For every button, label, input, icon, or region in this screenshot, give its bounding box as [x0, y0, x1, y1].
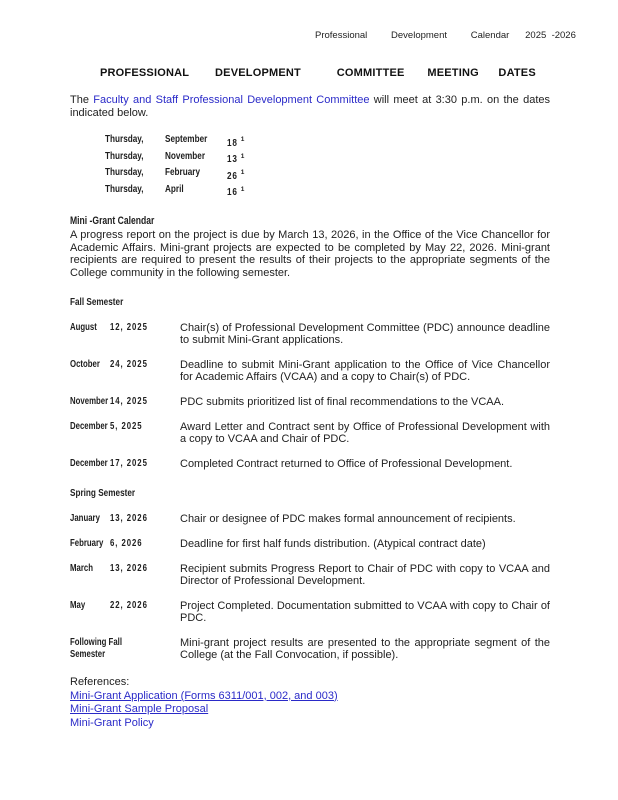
footnote-marker: 1	[240, 136, 246, 143]
meeting-day: Thursday,	[105, 166, 144, 178]
meeting-month: September	[165, 133, 208, 145]
committee-link[interactable]: Faculty and Staff Professional Development Committee	[93, 94, 370, 106]
running-header: Professional Development Calendar 2025 -2026	[315, 30, 576, 41]
calendar-month: December	[70, 458, 108, 469]
calendar-row	[70, 322, 550, 346]
calendar-row-following-fall	[70, 637, 550, 661]
meeting-date-row	[105, 166, 550, 183]
intro-prefix: The	[70, 94, 94, 106]
calendar-description: Chair(s) of Professional Development Committee (PDC) announce deadline to submit Mini-Grant applications.	[180, 322, 550, 346]
meeting-date: 16 $^1$	[227, 185, 246, 198]
meeting-day: Thursday,	[105, 182, 144, 195]
calendar-row	[70, 421, 550, 445]
calendar-description: Completed Contract returned to Office of Professional Development.	[180, 458, 513, 470]
calendar-description: PDC submits prioritized list of final recommendations to the VCAA.	[180, 396, 505, 408]
calendar-row	[70, 538, 550, 550]
intro-suffix: will meet at 3:30 p.m. on the dates indicated below.	[70, 94, 550, 119]
calendar-date: 6, 2026	[110, 538, 143, 549]
calendar-description: Project Completed. Documentation submitted to VCAA with copy to Chair of PDC.	[180, 600, 550, 624]
calendar-month: May	[70, 600, 86, 611]
footnote-marker: 1	[240, 152, 246, 160]
calendar-month: March	[70, 563, 93, 574]
calendar-description: Deadline for first half funds distribution. (Atypical contract date)	[180, 538, 486, 550]
meeting-day: Thursday,	[105, 149, 144, 162]
meeting-date-row	[105, 150, 550, 167]
calendar-month: August	[70, 322, 97, 333]
calendar-date: 14, 2025	[110, 396, 148, 407]
link-mini-grant-application[interactable]: Mini-Grant Application (Forms 6311/001, 002, and 003)	[70, 689, 338, 702]
calendar-row	[70, 396, 550, 408]
meeting-date-row	[105, 183, 550, 200]
calendar-month: Following Fall Semester	[70, 637, 123, 660]
calendar-description: Chair or designee of PDC makes formal announcement of recipients.	[180, 513, 516, 525]
calendar-month: February	[70, 538, 104, 549]
spring-semester-table	[70, 513, 550, 624]
calendar-date: 13, 2026	[110, 513, 148, 524]
calendar-row	[70, 359, 550, 383]
calendar-month: December	[70, 421, 108, 432]
meeting-date: 13 $^1$	[227, 152, 246, 165]
calendar-description: Mini-grant project results are presented to the appropriate segment of the College (at the Fall Convocation, if possible).	[180, 637, 550, 661]
meeting-dates-list	[105, 133, 550, 199]
references-section	[70, 676, 550, 730]
fall-semester-heading: Fall Semester	[70, 296, 124, 308]
calendar-month: November	[70, 396, 109, 407]
calendar-date: 17, 2025	[110, 458, 148, 469]
calendar-description: Deadline to submit Mini-Grant application to the Office of Vice Chancellor for Academic Affairs (VCAA) and a copy to Chair(s) of PDC.	[180, 359, 550, 383]
fall-semester-table	[70, 322, 550, 470]
mini-grant-heading: Mini -Grant Calendar	[70, 215, 155, 227]
calendar-date: 22, 2026	[110, 600, 148, 611]
calendar-row	[70, 513, 550, 525]
calendar-date: 5, 2025	[110, 421, 143, 432]
calendar-row	[70, 563, 550, 587]
meeting-month: April	[165, 182, 184, 195]
calendar-description: Recipient submits Progress Report to Chair of PDC with copy to VCAA and Director of Professional Development.	[180, 563, 550, 587]
meeting-date: 26 $^1$	[227, 169, 246, 182]
calendar-month: October	[70, 359, 100, 370]
calendar-date: 12, 2025	[110, 322, 148, 333]
meeting-date: 18 $^1$	[227, 136, 246, 149]
meeting-month: November	[165, 149, 206, 162]
link-mini-grant-policy[interactable]: Mini-Grant Policy	[70, 716, 154, 729]
calendar-date: 24, 2025	[110, 359, 148, 370]
calendar-description: Award Letter and Contract sent by Office of Professional Development with a copy to VCAA and Chair of PDC.	[180, 421, 550, 445]
page-title: PROFESSIONAL DEVELOPMENT COMMITTEE MEETING DATES	[100, 67, 536, 79]
footnote-marker: 1	[240, 185, 246, 193]
link-mini-grant-sample-proposal[interactable]: Mini-Grant Sample Proposal	[70, 703, 209, 715]
mini-grant-paragraph: A progress report on the project is due by March 13, 2026, in the Office of the Vice Chancellor for Academic Affairs. Mini-grant projects are expected to be completed by May 22, 2026. Mini-grant recipients are required to present the results of their projects to the appropriate segments of the College community in the following semester.	[70, 229, 550, 279]
references-heading: References:	[70, 676, 130, 688]
calendar-row	[70, 458, 550, 470]
intro-paragraph	[70, 94, 550, 120]
meeting-day: Thursday,	[105, 133, 144, 145]
footnote-marker: 1	[240, 169, 246, 176]
spring-semester-heading: Spring Semester	[70, 487, 136, 499]
calendar-date: 13, 2026	[110, 563, 148, 574]
meeting-date-row	[105, 133, 550, 150]
calendar-month: January	[70, 513, 100, 524]
calendar-row	[70, 600, 550, 624]
meeting-month: February	[165, 166, 201, 178]
